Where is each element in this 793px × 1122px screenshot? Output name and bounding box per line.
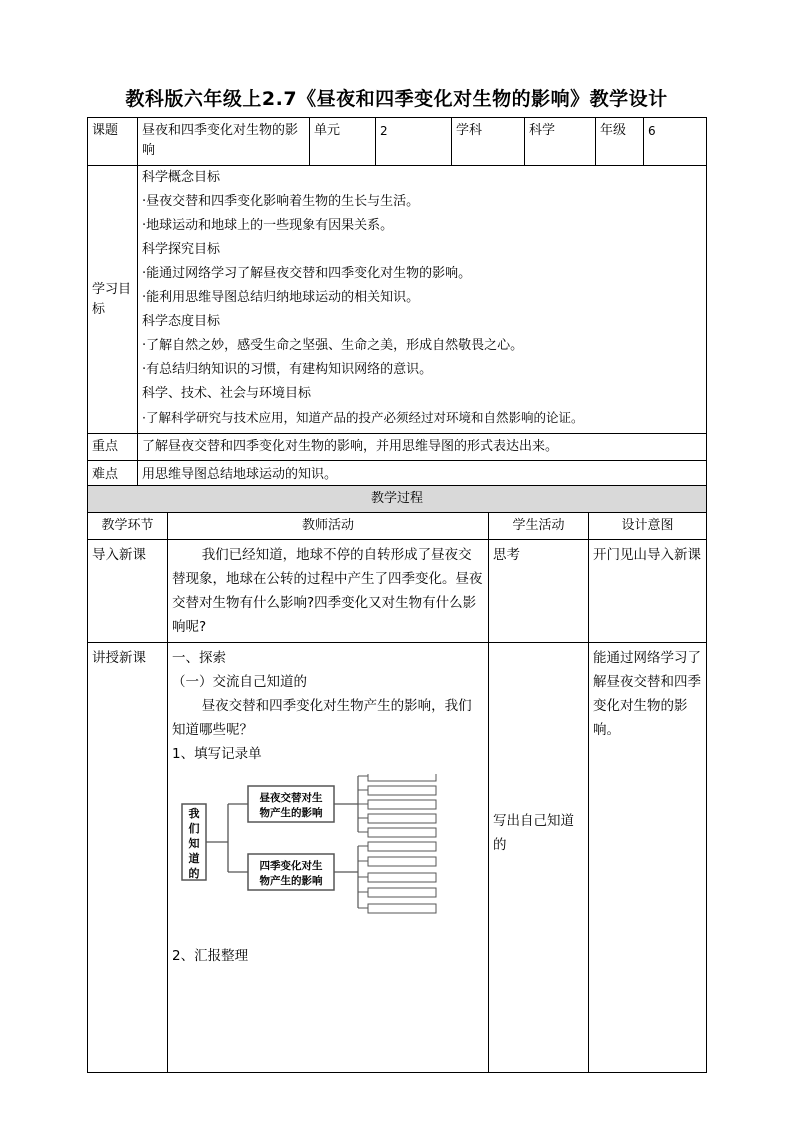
- goals-content: [138, 166, 707, 434]
- unit-value: 2: [376, 118, 452, 166]
- new-lesson-student: 写出自己知道的: [489, 643, 589, 1073]
- mind-map-leaf-box: [368, 873, 436, 882]
- goal-line: ·能利用思维导图总结归纳地球运动的相关知识。: [142, 290, 420, 305]
- grade-value: 6: [644, 118, 707, 166]
- subject-label: 学科: [452, 118, 525, 166]
- unit-label: 单元: [310, 118, 376, 166]
- mind-map-leaf-box: [368, 857, 436, 866]
- goals-label: 学习目标: [88, 166, 138, 434]
- fill-record-step: 1、填写记录单: [172, 746, 262, 762]
- explore-heading: 一、探索: [172, 650, 226, 666]
- new-lesson-stage: 讲授新课: [88, 643, 168, 1073]
- new-lesson-intent: 能通过网络学习了解昼夜交替和四季变化对生物的影响。: [589, 643, 707, 1073]
- mind-map-root-char: 我: [188, 807, 200, 820]
- intro-teacher: 我们已经知道，地球不停的自转形成了昼夜交替现象，地球在公转的过程中产生了四季变化。昼夜交替对生物有什么影响?四季变化又对生物有什么影响呢?: [168, 540, 489, 643]
- branch-seasons-line2: 物产生的影响: [259, 875, 323, 887]
- mind-map-root-connector: [206, 804, 248, 872]
- goal-line: ·地球运动和地球上的一些现象有因果关系。: [142, 218, 394, 233]
- intro-student: 思考: [489, 540, 589, 643]
- mind-map-leaf-box: [368, 828, 436, 837]
- mind-map-leaf-box: [368, 904, 436, 913]
- grade-label: 年级: [596, 118, 644, 166]
- process-heading: 教学过程: [88, 486, 707, 513]
- difficulty-label: 难点: [88, 461, 138, 490]
- mind-map-leaf-box: [368, 888, 436, 897]
- goal-line: ·了解自然之妙，感受生命之坚强、生命之美，形成自然敬畏之心。: [142, 338, 524, 353]
- new-lesson-teacher: [168, 643, 489, 1073]
- col-header-stage: 教学环节: [88, 513, 168, 540]
- topic-label: 课题: [88, 118, 138, 166]
- teaching-process-table: [87, 485, 707, 1073]
- col-header-student: 学生活动: [489, 513, 589, 540]
- mind-map-branch2-connector: [334, 846, 358, 908]
- mind-map-branch1-connector: [334, 776, 358, 832]
- mind-map-leaf-ticks-2: [358, 846, 368, 908]
- branch-seasons-line1: 四季变化对生: [259, 860, 323, 872]
- document-title: 教科版六年级上2.7《昼夜和四季变化对生物的影响》教学设计: [125, 88, 668, 110]
- report-step: 2、汇报整理: [172, 948, 249, 964]
- difficulty-value: 用思维导图总结地球运动的知识。: [138, 461, 707, 490]
- mind-map-leaf-box: [368, 800, 436, 809]
- key-point-label: 重点: [88, 434, 138, 461]
- mind-map-root-char: 知: [188, 837, 200, 850]
- branch-day-night-line1: 昼夜交替对生: [259, 792, 323, 804]
- mind-map-diagram: [172, 774, 472, 924]
- goal-line: 科学探究目标: [142, 242, 221, 257]
- key-point-value: 了解昼夜交替和四季变化对生物的影响，并用思维导图的形式表达出来。: [138, 434, 707, 461]
- goal-line: 科学概念目标: [142, 170, 221, 185]
- goal-line: ·能通过网络学习了解昼夜交替和四季变化对生物的影响。: [142, 266, 472, 281]
- subject-value: 科学: [525, 118, 596, 166]
- mind-map-root-char: 道: [188, 852, 200, 865]
- exchange-heading: （一）交流自己知道的: [172, 674, 307, 690]
- col-header-intent: 设计意图: [589, 513, 707, 540]
- branch-day-night-line2: 物产生的影响: [259, 807, 323, 819]
- mind-map-leaf-ticks-1: [358, 776, 368, 832]
- exchange-question: 昼夜交替和四季变化对生物产生的影响，我们知道哪些呢？: [172, 698, 472, 738]
- goal-line: 科学态度目标: [142, 314, 221, 329]
- mind-map-leaf-box: [368, 774, 436, 781]
- goal-line: 科学、技术、社会与环境目标: [142, 386, 312, 401]
- topic-value: 昼夜和四季变化对生物的影响: [138, 118, 310, 166]
- mind-map-root-char: 的: [188, 867, 200, 880]
- intro-intent: 开门见山导入新课: [589, 540, 707, 643]
- goal-line: ·了解科学研究与技术应用，知道产品的投产必须经过对环境和自然影响的论证。: [142, 410, 584, 425]
- mind-map-leaf-box: [368, 786, 436, 795]
- col-header-teacher: 教师活动: [168, 513, 489, 540]
- goal-line: ·有总结归纳知识的习惯，有建构知识网络的意识。: [142, 362, 433, 377]
- intro-stage: 导入新课: [88, 540, 168, 643]
- lesson-info-table: [87, 117, 707, 490]
- mind-map-root-char: 们: [188, 822, 200, 835]
- mind-map-leaf-box: [368, 814, 436, 823]
- mind-map-leaf-box: [368, 842, 436, 851]
- goal-line: ·昼夜交替和四季变化影响着生物的生长与生活。: [142, 194, 420, 209]
